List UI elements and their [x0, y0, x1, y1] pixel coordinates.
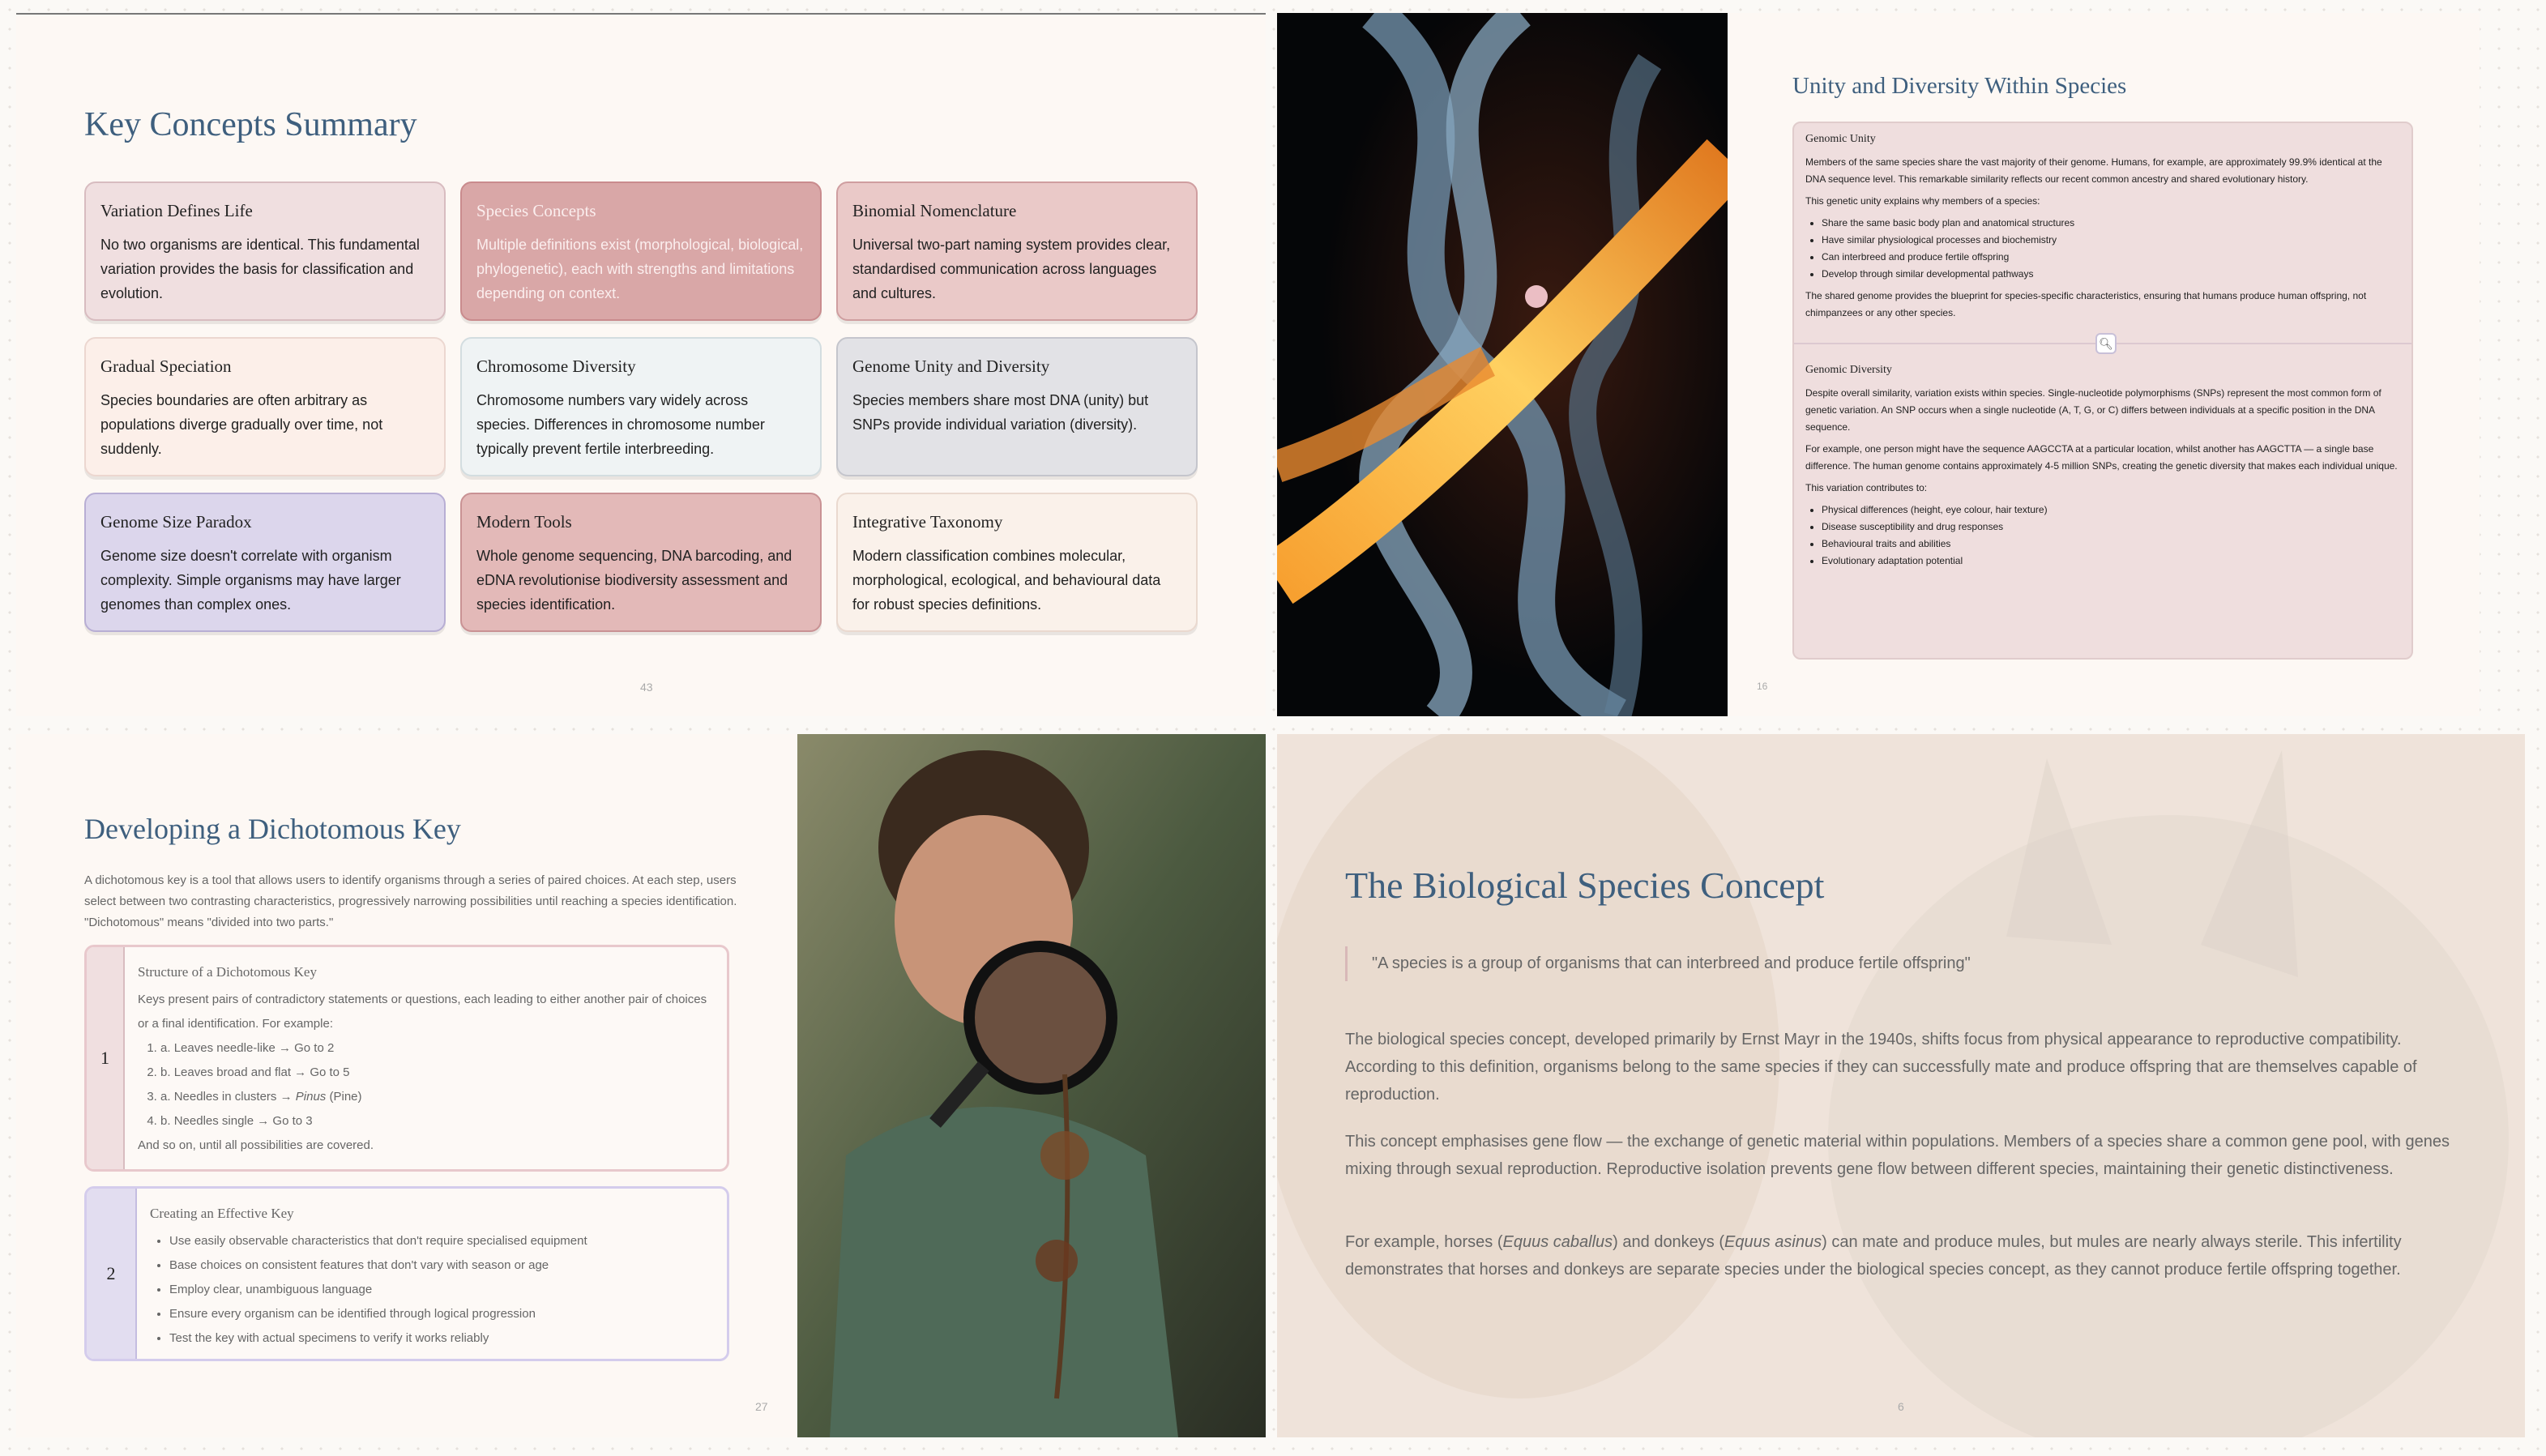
slide-biological-species-concept[interactable]: [1277, 734, 2525, 1437]
card-title: Chromosome Diversity: [476, 357, 636, 376]
card-title: Species Concepts: [476, 201, 596, 220]
list-item: • Disease susceptibility and drug responses: [1822, 519, 2400, 536]
paragraph: Members of the same species share the vast majority of their genome. Humans, for example, are approximately 99.9% identical at the DNA sequence level. This remarkable similarity reflects our recent common ancestry and shared evolutionary history.: [1805, 156, 2382, 185]
section-heading: Genomic Diversity: [1805, 364, 1892, 376]
card-heading: Creating an Effective Key: [150, 1206, 294, 1221]
magnifier-zoom-button[interactable]: 🔍︎: [2095, 333, 2117, 354]
paragraph: [1345, 1228, 2463, 1283]
list-item: • Employ clear, unambiguous language: [169, 1278, 587, 1302]
card-text: And so on, until all possibilities are covered.: [138, 1138, 374, 1152]
card-text: No two organisms are identical. This fundamental variation provides the basis for classification and evolution.: [100, 237, 420, 301]
card-text: Species boundaries are often arbitrary as populations diverge gradually over time, not suddenly.: [100, 392, 383, 457]
concept-card: [460, 493, 822, 632]
paragraph: Despite overall similarity, variation exists within species. Single-nucleotide polymorphisms (SNPs) represent the most common form of genetic variation. An SNP occurs when a single nucleotide (A, T, G, or C) differs between individuals at a specific position in the DNA sequence.: [1805, 387, 2382, 433]
card-title: Binomial Nomenclature: [852, 201, 1017, 220]
quote-block: "A species is a group of organisms that can interbreed and produce fertile offspring": [1345, 946, 1995, 981]
card-title: Genome Unity and Diversity: [852, 357, 1050, 376]
page-number: 43: [640, 681, 653, 694]
key-card-effective: [84, 1186, 729, 1361]
text: ) can mate and produce mules, but mules are nearly always sterile. This infertility demonstrates that horses and donkeys are separate species under the biological species concept, as they cannot produce fertile offspring together.: [1345, 1233, 2402, 1279]
key-step: [160, 1085, 714, 1109]
card-title: Genome Size Paradox: [100, 512, 252, 532]
key-step: 2. b. Leaves broad and flat → Go to 5: [160, 1061, 714, 1085]
card-text: Species members share most DNA (unity) but SNPs provide individual variation (diversity).: [852, 392, 1149, 433]
section-heading: Genomic Unity: [1805, 133, 1876, 145]
concept-card: [836, 181, 1198, 321]
slide-title: Unity and Diversity Within Species: [1792, 73, 2127, 99]
key-step: 1. a. Leaves needle-like → Go to 2: [160, 1036, 714, 1061]
step-text: (Pine): [326, 1090, 362, 1104]
genome-info-box: [1792, 122, 2413, 660]
card-text: Multiple definitions exist (morphological, biological, phylogenetic), each with strengths and limitations depending on context.: [476, 237, 804, 301]
text: For example, horses (: [1345, 1233, 1503, 1251]
list-item: • Evolutionary adaptation potential: [1822, 553, 2400, 570]
list-item: • Physical differences (height, eye colour, hair texture): [1822, 502, 2400, 519]
genomic-diversity-section: [1794, 344, 2411, 584]
list-item: • Develop through similar developmental pathways: [1822, 266, 2400, 283]
card-title: Gradual Speciation: [100, 357, 232, 376]
card-title: Modern Tools: [476, 512, 572, 532]
page-number: 27: [755, 1400, 768, 1413]
card-text: Whole genome sequencing, DNA barcoding, and eDNA revolutionise biodiversity assessment and species identification.: [476, 548, 792, 613]
slide-title: Key Concepts Summary: [84, 106, 417, 143]
concept-card: [836, 337, 1198, 476]
list-item: • Test the key with actual specimens to verify it works reliably: [169, 1326, 587, 1351]
card-text: Modern classification combines molecular, morphological, ecological, and behavioural data for robust species definitions.: [852, 548, 1161, 613]
paragraph: The shared genome provides the blueprint for species-specific characteristics, ensuring that humans produce human offspring, not chimpanzees or any other species.: [1805, 290, 2367, 318]
divider: [1794, 337, 2411, 350]
paragraph: This concept emphasises gene flow — the exchange of genetic material within populations. Members of a species share a common gene pool, with genes mixing through sexual reproduction. Reproductive isolation prevents gene flow between different species, maintaining their genetic distinctiveness.: [1345, 1133, 2450, 1178]
dna-helix-image: [1277, 13, 1728, 716]
page-number: 6: [1898, 1400, 1904, 1413]
card-text: Keys present pairs of contradictory statements or questions, each leading to either another pair of choices or a final identification. For example:: [138, 993, 707, 1031]
paragraph: This variation contributes to:: [1805, 482, 1928, 493]
slide-title: Developing a Dichotomous Key: [84, 813, 461, 845]
scientist-magnifier-image: [797, 734, 1266, 1437]
page-number: 16: [1757, 681, 1768, 692]
card-text: Chromosome numbers vary widely across species. Differences in chromosome number typically prevent fertile interbreeding.: [476, 392, 765, 457]
paragraph: For example, one person might have the sequence AAGCCTA at a particular location, whilst another has AAGCTTA — a single base difference. The human genome contains approximately 4-5 million SNPs, creating the genetic diversity that makes each individual unique.: [1805, 443, 2398, 472]
species-name: Equus asinus: [1724, 1233, 1822, 1251]
concept-card: [84, 337, 446, 476]
card-title: Variation Defines Life: [100, 201, 253, 220]
slide-unity-diversity[interactable]: [1277, 13, 2480, 716]
list-item: • Can interbreed and produce fertile offspring: [1822, 249, 2400, 266]
list-item: • Base choices on consistent features that don't vary with season or age: [169, 1253, 587, 1278]
card-number: 2: [87, 1189, 137, 1359]
genus-name: Pinus: [295, 1090, 327, 1104]
list-item: • Use easily observable characteristics that don't require specialised equipment: [169, 1229, 587, 1253]
species-name: Equus caballus: [1502, 1233, 1613, 1251]
card-heading: Structure of a Dichotomous Key: [138, 964, 317, 980]
text: ) and donkeys (: [1613, 1233, 1725, 1251]
step-text: a. Needles in clusters →: [160, 1090, 296, 1104]
concept-card: [836, 493, 1198, 632]
concept-card: [84, 181, 446, 321]
card-number: 1: [87, 947, 125, 1169]
paragraph: The biological species concept, developed primarily by Ernst Mayr in the 1940s, shifts focus from physical appearance to reproductive compatibility. According to this definition, organisms belong to the same species if they can successfully mate and produce offspring that are themselves capable of reproduction.: [1345, 1031, 2417, 1104]
slide-title: The Biological Species Concept: [1345, 865, 1825, 906]
list-item: • Share the same basic body plan and anatomical structures: [1822, 215, 2400, 232]
card-text: Genome size doesn't correlate with organism complexity. Simple organisms may have larger genomes than complex ones.: [100, 548, 401, 613]
list-item: • Have similar physiological processes and biochemistry: [1822, 232, 2400, 249]
card-text: Universal two-part naming system provides clear, standardised communication across languages and cultures.: [852, 237, 1171, 301]
paragraph: This genetic unity explains why members of a species:: [1805, 195, 2040, 207]
slide-dichotomous-key[interactable]: [16, 734, 1266, 1437]
list-item: • Behavioural traits and abilities: [1822, 536, 2400, 553]
genomic-unity-section: [1794, 123, 2411, 336]
list-item: • Ensure every organism can be identified through logical progression: [169, 1302, 587, 1326]
key-card-structure: [84, 945, 729, 1172]
concept-card: [460, 337, 822, 476]
concept-card: [460, 181, 822, 321]
intro-paragraph: A dichotomous key is a tool that allows users to identify organisms through a series of paired choices. At each step, users select between two contrasting characteristics, progressively narrowing possibilities until reaching a species identification. "Dichotomous" means "divided into two parts.": [84, 873, 737, 929]
key-step: 4. b. Needles single → Go to 3: [160, 1109, 714, 1134]
concept-card: [84, 493, 446, 632]
slide-key-concepts[interactable]: [16, 13, 1266, 716]
card-title: Integrative Taxonomy: [852, 512, 1003, 532]
